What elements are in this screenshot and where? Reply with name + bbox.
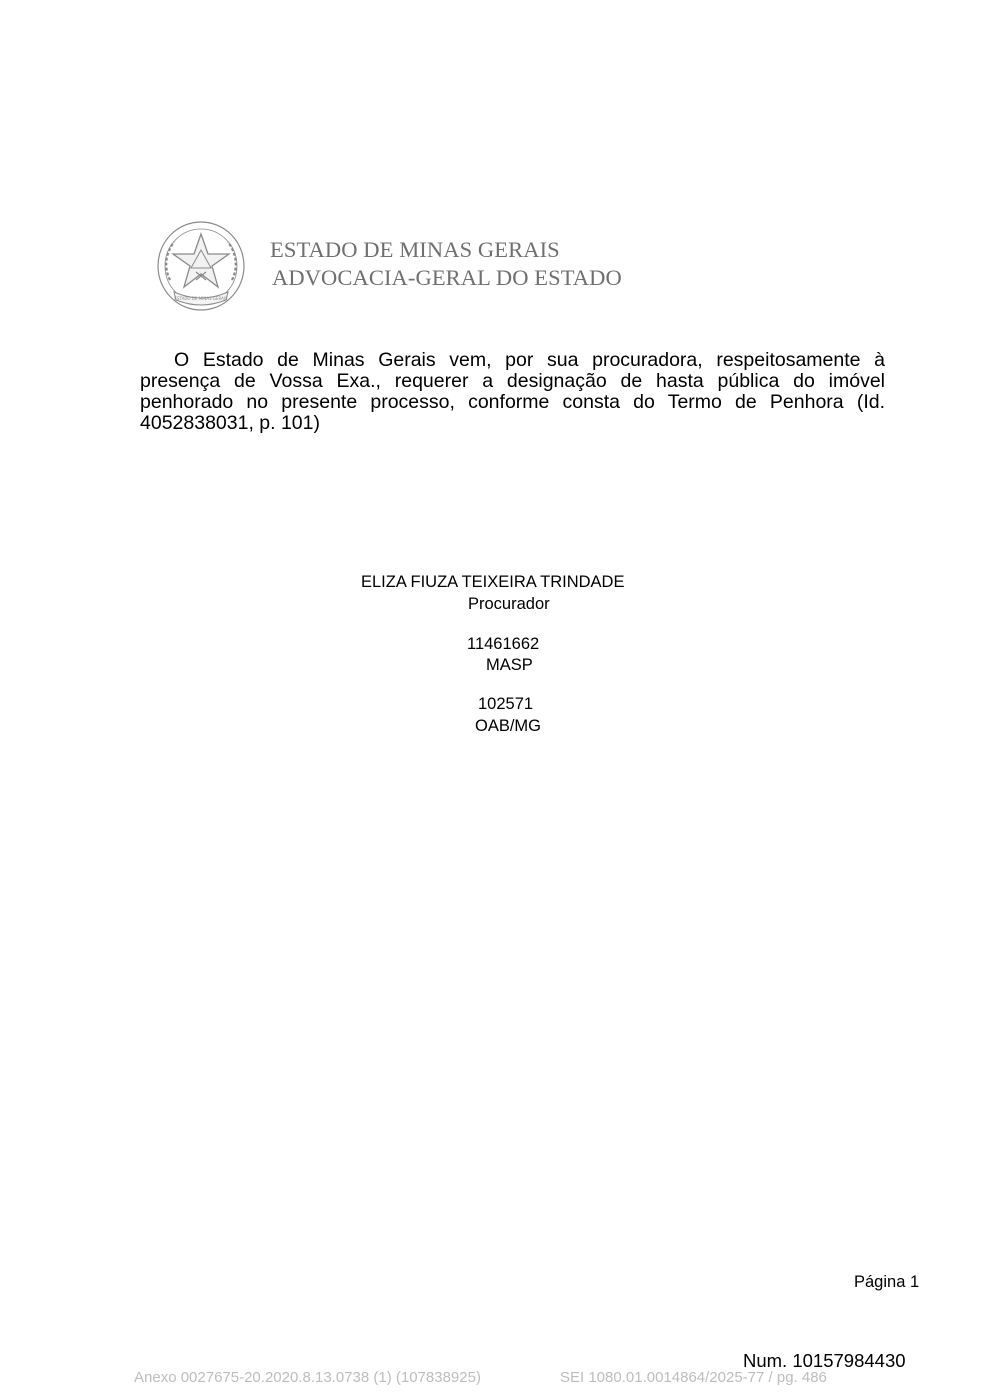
document-number: Num. 10157984430 — [743, 1350, 906, 1371]
org-name-agency: ADVOCACIA-GERAL DO ESTADO — [272, 265, 622, 290]
sei-reference: SEI 1080.01.0014864/2025-77 / pg. 486 — [560, 1369, 827, 1386]
page-number: Página 1 — [854, 1273, 920, 1291]
org-name-state: ESTADO DE MINAS GERAIS — [270, 237, 560, 262]
oab-label: OAB/MG — [475, 717, 542, 735]
seal-ribbon-text: ESTADO DE MINAS GERAIS — [174, 296, 228, 301]
signatory-name: ELIZA FIUZA TEIXEIRA TRINDADE — [361, 573, 625, 591]
masp-number: 11461662 — [467, 635, 540, 653]
masp-label: MASP — [486, 656, 533, 674]
minas-gerais-seal-icon — [156, 220, 246, 312]
oab-number: 102571 — [478, 695, 534, 713]
annex-reference: Anexo 0027675-20.2020.8.13.0738 (1) (107838925) — [134, 1369, 481, 1386]
petition-paragraph — [140, 350, 885, 434]
petition-text: O Estado de Minas Gerais vem, por sua procuradora, respeitosamente à presença de Vossa Exa., requerer a designação de hasta pública do imóvel penhorado no presente processo, conforme consta do Termo de Penhora (Id. 4052838031, p. 101) — [140, 349, 885, 434]
signatory-role: Procurador — [468, 595, 550, 613]
